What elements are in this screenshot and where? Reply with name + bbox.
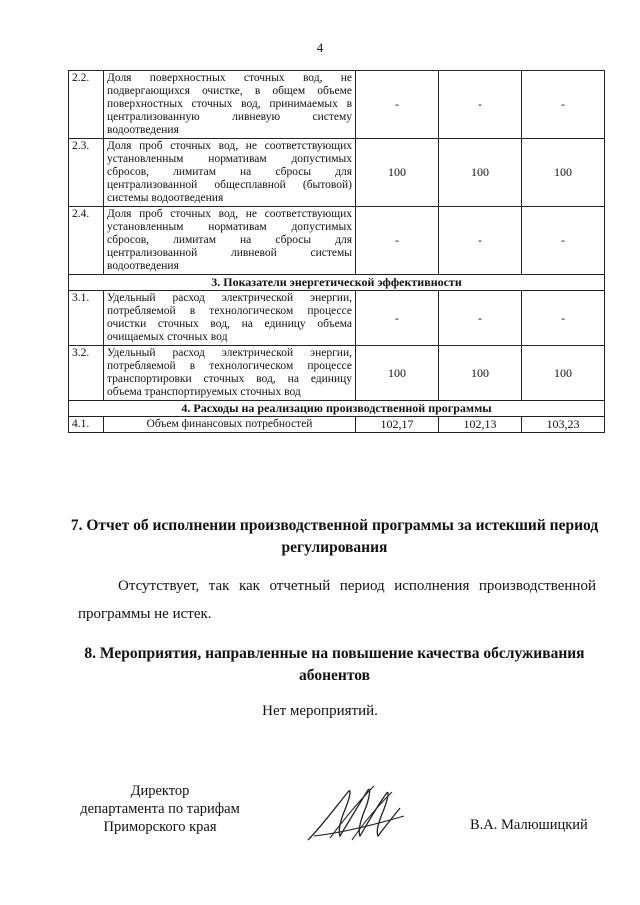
row-value: - (356, 207, 439, 275)
section-7-heading: 7. Отчет об исполнении производственной программы за истекший период регулирования (70, 517, 599, 556)
section-header-row (69, 275, 605, 291)
signatory-title (60, 782, 260, 836)
row-value: 102,13 (439, 417, 522, 433)
row-description: Доля поверхностных сточных вод, не подвергающихся очистке, в общем объеме поверхностных сточных вод, принимаемых в централизованную ливневую систему водоотведения (104, 71, 356, 139)
row-number: 3.1. (69, 291, 104, 346)
row-value: - (439, 291, 522, 346)
table-row (69, 346, 605, 401)
row-value: 102,17 (356, 417, 439, 433)
row-value: - (356, 71, 439, 139)
row-value: - (522, 291, 605, 346)
signatory-title-line: Директор (130, 783, 190, 799)
row-description: Удельный расход электрической энергии, потребляемой в технологическом процессе транспортировки сточных вод, на единицу объема транспортируемых сточных вод (104, 346, 356, 401)
page-number: 4 (316, 40, 324, 55)
signatory-title-line: Приморского края (103, 819, 217, 835)
row-value: 100 (439, 139, 522, 207)
row-number: 3.2. (69, 346, 104, 401)
table-row (69, 139, 605, 207)
section-8-text: Нет мероприятий. (262, 703, 378, 719)
row-value: - (522, 207, 605, 275)
row-description: Удельный расход электрической энергии, потребляемой в технологическом процессе очистки сточных вод, на единицу объема очищаемых сточных вод (104, 291, 356, 346)
section-title: 3. Показатели энергетической эффективности (69, 275, 605, 291)
row-description: Доля проб сточных вод, не соответствующих установленным нормативам допустимых сбросов, лимитам на сбросы для централизованной ливневой системы водоотведения (104, 207, 356, 275)
signatory-name: В.А. Малюшицкий (470, 817, 588, 833)
section-8-heading: 8. Мероприятия, направленные на повышение качества обслуживания абонентов (84, 645, 585, 684)
row-value: - (522, 71, 605, 139)
row-value: - (439, 71, 522, 139)
row-description: Объем финансовых потребностей (104, 417, 356, 433)
table-row (69, 207, 605, 275)
section-7-text: Отсутствует, так как отчетный период исполнения производственной программы не истек. (78, 578, 596, 622)
row-value: - (356, 291, 439, 346)
section-title: 4. Расходы на реализацию производственной программы (69, 401, 605, 417)
row-value: 100 (522, 139, 605, 207)
row-value: - (439, 207, 522, 275)
row-number: 2.3. (69, 139, 104, 207)
row-description: Доля проб сточных вод, не соответствующих установленным нормативам допустимых сбросов, лимитам на сбросы для централизованной общесплавной (бытовой) системы водоотведения (104, 139, 356, 207)
indicators-table (68, 70, 605, 433)
row-value: 100 (356, 346, 439, 401)
handwritten-signature (300, 778, 410, 848)
row-number: 2.2. (69, 71, 104, 139)
table-row (69, 71, 605, 139)
table-row (69, 291, 605, 346)
table-row (69, 417, 605, 433)
row-value: 100 (522, 346, 605, 401)
row-value: 103,23 (522, 417, 605, 433)
row-number: 4.1. (69, 417, 104, 433)
signatory-title-line: департамента по тарифам (80, 801, 240, 817)
row-value: 100 (356, 139, 439, 207)
row-number: 2.4. (69, 207, 104, 275)
section-header-row (69, 401, 605, 417)
row-value: 100 (439, 346, 522, 401)
